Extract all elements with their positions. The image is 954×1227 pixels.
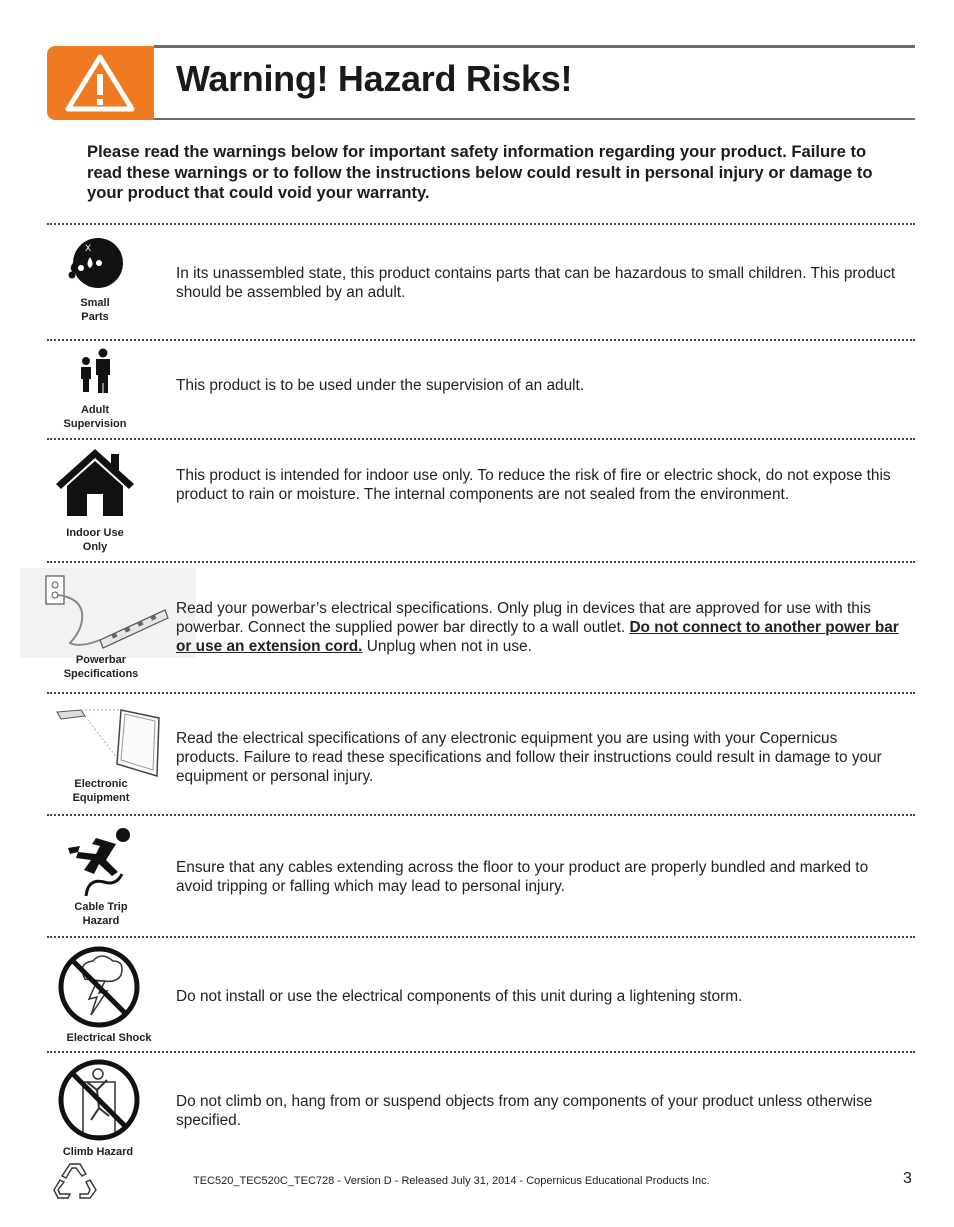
icon-label: Powerbar Specifications [63, 654, 139, 680]
header-bottom-rule [154, 118, 915, 120]
small-parts-icon [64, 235, 126, 293]
divider [47, 692, 915, 694]
page-title: Warning! Hazard Risks! [176, 58, 573, 99]
footer-text: TEC520_TEC520C_TEC728 - Version D - Released July 31, 2014 - Copernicus Educational Products Inc. [193, 1175, 710, 1187]
divider [47, 438, 915, 440]
warning-triangle-icon [65, 54, 135, 112]
divider [47, 339, 915, 341]
climb-hazard-icon [57, 1058, 141, 1142]
warning-text: This product is intended for indoor use only. To reduce the risk of fire or electric shock, do not expose this product to rain or moisture. The internal components are not sealed from the environment. [176, 467, 891, 503]
warning-text: Do not install or use the electrical components of this unit during a lightening storm. [176, 988, 743, 1005]
divider [47, 1051, 915, 1053]
icon-label: Indoor Use Only [66, 527, 124, 553]
icon-label: Cable Trip Hazard [74, 901, 128, 927]
electrical-shock-icon [57, 945, 141, 1029]
icon-label: Small Parts [80, 297, 110, 323]
icon-label: Climb Hazard [62, 1146, 134, 1158]
warning-text: Read the electrical specifications of any electronic equipment you are using with your Copernicus products. Failure to read these specifications and follow their instructions could result in damage to your equipment or personal injury. [176, 730, 882, 785]
cable-trip-icon [66, 826, 136, 898]
adult-supervision-icon [78, 348, 114, 394]
warning-text-emphasis: Do not connect to another power bar or use an extension cord. [176, 619, 899, 655]
warning-text-regular: Unplug when not in use. [366, 638, 532, 655]
warning-text: This product is to be used under the supervision of an adult. [176, 377, 585, 394]
svg-text:X: X [85, 244, 92, 254]
divider [47, 223, 915, 225]
icon-label: Electrical Shock [66, 1032, 152, 1044]
warning-text: In its unassembled state, this product contains parts that can be hazardous to small children. This product should be assembled by an adult. [176, 265, 896, 301]
page-number: 3 [903, 1170, 912, 1187]
warning-text-regular: Read your powerbar’s electrical specifications. Only plug in devices that are approved for use with this powerbar. Connect the supplied power bar directly to a wall outlet. [176, 600, 871, 636]
icon-label: Electronic Equipment [72, 778, 130, 804]
divider [47, 814, 915, 816]
indoor-use-icon [53, 446, 137, 518]
powerbar-icon [20, 568, 196, 658]
recycle-icon [52, 1160, 98, 1202]
warning-banner [47, 46, 154, 120]
divider [47, 561, 915, 563]
header-top-rule [154, 45, 915, 48]
electronic-equipment-icon [55, 706, 163, 778]
warning-text: Ensure that any cables extending across the floor to your product are properly bundled and marked to avoid tripping or falling which may lead to personal injury. [176, 859, 869, 895]
icon-label: Adult Supervision [63, 404, 127, 430]
divider [47, 936, 915, 938]
warning-text [176, 599, 901, 656]
intro-paragraph: Please read the warnings below for important safety information regarding your product. Failure to read these warnings or to follow the instructions below could result in personal injury or damage to your product that could void your warranty. [87, 142, 873, 202]
warning-text: Do not climb on, hang from or suspend objects from any components of your product unless otherwise specified. [176, 1093, 873, 1129]
